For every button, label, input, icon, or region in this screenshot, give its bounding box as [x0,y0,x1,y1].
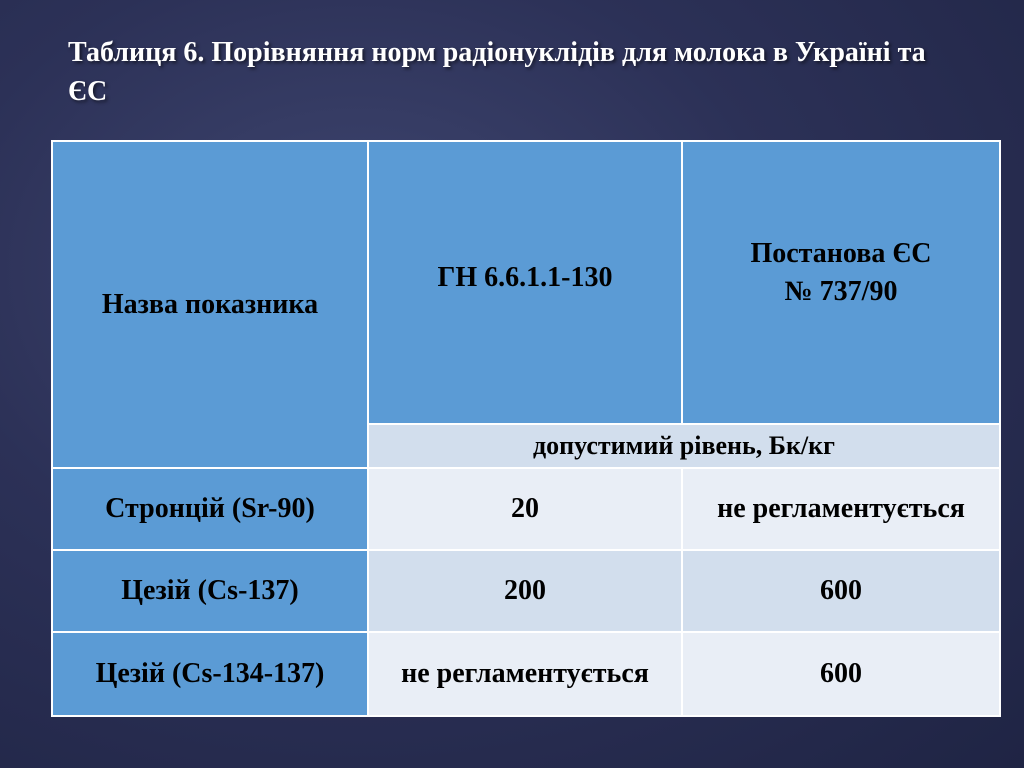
row-eu-value: 600 [682,632,1000,716]
table-row [52,550,1000,632]
row-eu-value: не регламентується [682,468,1000,550]
header-row [52,141,1000,424]
header-eu-regulation-line1: Постанова ЄС [750,237,932,269]
row-name: Стронцій (Sr-90) [52,468,368,550]
header-eu-regulation-line2: № 737/90 [784,275,898,307]
row-ua-value: 20 [368,468,682,550]
header-indicator-name: Назва показника [52,141,368,468]
row-ua-value: не регламентується [368,632,682,716]
row-name: Цезій (Cs-134-137) [52,632,368,716]
row-name: Цезій (Cs-137) [52,550,368,632]
header-eu-regulation [682,141,1000,424]
norms-table [51,140,1001,717]
row-eu-value: 600 [682,550,1000,632]
header-ua-standard [368,141,682,424]
row-ua-value: 200 [368,550,682,632]
subheader-permissible-level: допустимий рівень, Бк/кг [368,424,1000,468]
header-ua-standard-label: ГН 6.6.1.1-130 [437,261,613,293]
table-row [52,468,1000,550]
table-row [52,632,1000,716]
slide-title: Таблиця 6. Порівняння норм радіонуклідів для молока в Україні та ЄС [68,37,926,107]
